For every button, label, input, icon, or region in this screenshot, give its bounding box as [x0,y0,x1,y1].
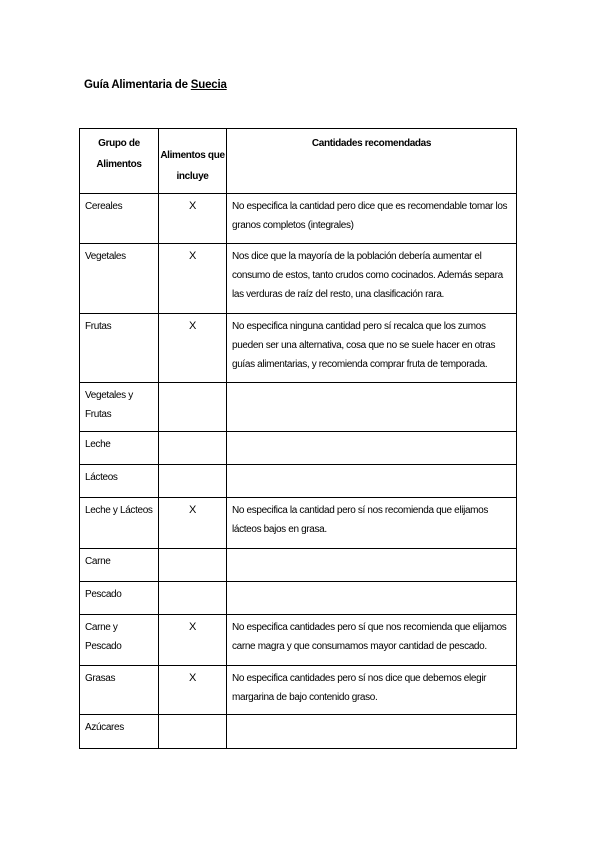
row-note [227,465,516,468]
row-note: No especifica la cantidad pero dice que es recomendable tomar los granos completos (integrales) [232,201,508,231]
row-mark-cell [159,465,227,498]
row-note [227,432,516,435]
row-group: Leche y Lácteos [85,505,153,516]
row-mark [159,582,226,585]
row-group-cell [80,666,159,715]
row-note [227,383,516,386]
row-group-cell [80,715,159,749]
row-group-cell [80,314,159,383]
row-note-cell [227,498,517,549]
row-group: Leche [85,439,111,450]
row-note [227,582,516,585]
row-mark [159,549,226,552]
row-mark-cell [159,615,227,666]
row-note-cell [227,194,517,244]
row-group: Vegetales y Frutas [85,390,133,420]
row-note-cell [227,549,517,582]
row-group-cell [80,194,159,244]
row-mark-cell [159,432,227,465]
row-note-cell [227,715,517,749]
row-group-cell [80,383,159,432]
row-note-cell [227,314,517,383]
header-quantities-label: Cantidades recomendadas [311,138,432,149]
row-group: Vegetales [85,251,126,262]
table-row [80,615,517,666]
table-row [80,432,517,465]
row-mark [159,715,226,718]
row-note: No especifica cantidades pero sí que nos recomienda que elijamos carne magra y que consumamos mayor cantidad de pescado. [232,622,507,652]
document-title-prefix: Guía Alimentaria de [84,79,191,91]
row-note-cell [227,383,517,432]
row-group-cell [80,244,159,314]
row-mark-cell [159,383,227,432]
row-group: Frutas [85,321,112,332]
header-food-group-label: Grupo de Alimentos [96,138,142,170]
row-mark-cell [159,244,227,314]
row-mark [159,383,226,386]
row-note: No especifica cantidades pero sí nos dice que debemos elegir margarina de bajo contenido graso. [232,673,487,703]
row-group: Lácteos [85,472,118,483]
header-quantities [227,129,517,194]
row-group: Cereales [85,201,123,212]
row-mark: X [189,504,196,516]
row-mark-cell [159,666,227,715]
document-title [84,79,227,91]
row-mark: X [189,200,196,212]
row-group: Grasas [85,673,116,684]
row-mark: X [189,320,196,332]
row-note-cell [227,582,517,615]
table-row [80,582,517,615]
row-mark-cell [159,549,227,582]
row-group-cell [80,615,159,666]
table-row [80,465,517,498]
row-mark: X [189,250,196,262]
row-group-cell [80,549,159,582]
header-food-group [80,129,159,194]
header-includes-label: Alimentos que incluye [160,150,225,182]
row-mark-cell [159,314,227,383]
table-row [80,549,517,582]
row-group: Azúcares [85,722,124,733]
row-group-cell [80,582,159,615]
row-note [227,549,516,552]
row-mark: X [189,672,196,684]
row-mark-cell [159,715,227,749]
table-row [80,498,517,549]
row-mark-cell [159,194,227,244]
row-mark-cell [159,582,227,615]
row-note-cell [227,465,517,498]
row-group-cell [80,498,159,549]
table-row [80,244,517,314]
row-group: Pescado [85,589,122,600]
header-includes [159,129,227,194]
row-note: Nos dice que la mayoría de la población debería aumentar el consumo de estos, tanto crudos como cocinados. Además separa las verduras de raíz del resto, una clasificación rara. [232,251,503,300]
row-mark [159,465,226,468]
row-group-cell [80,465,159,498]
row-note-cell [227,244,517,314]
table-header-row [80,129,517,194]
row-mark-cell [159,498,227,549]
row-note-cell [227,432,517,465]
table-row [80,666,517,715]
row-note [227,715,516,718]
food-guide-table [79,128,517,749]
table-row [80,194,517,244]
table-row [80,314,517,383]
row-group: Carne y Pescado [85,622,122,652]
row-group-cell [80,432,159,465]
row-note: No especifica ninguna cantidad pero sí recalca que los zumos pueden ser una alternativa, cosa que no se suele hacer en otras guías alimentarias, y recomienda comprar fruta de temporada. [232,321,496,370]
row-mark: X [189,621,196,633]
row-group: Carne [85,556,111,567]
row-mark [159,432,226,435]
table-row [80,715,517,749]
row-note: No especifica la cantidad pero sí nos recomienda que elijamos lácteos bajos en grasa. [232,505,489,535]
document-title-country: Suecia [190,79,227,91]
row-note-cell [227,615,517,666]
table-row [80,383,517,432]
row-note-cell [227,666,517,715]
